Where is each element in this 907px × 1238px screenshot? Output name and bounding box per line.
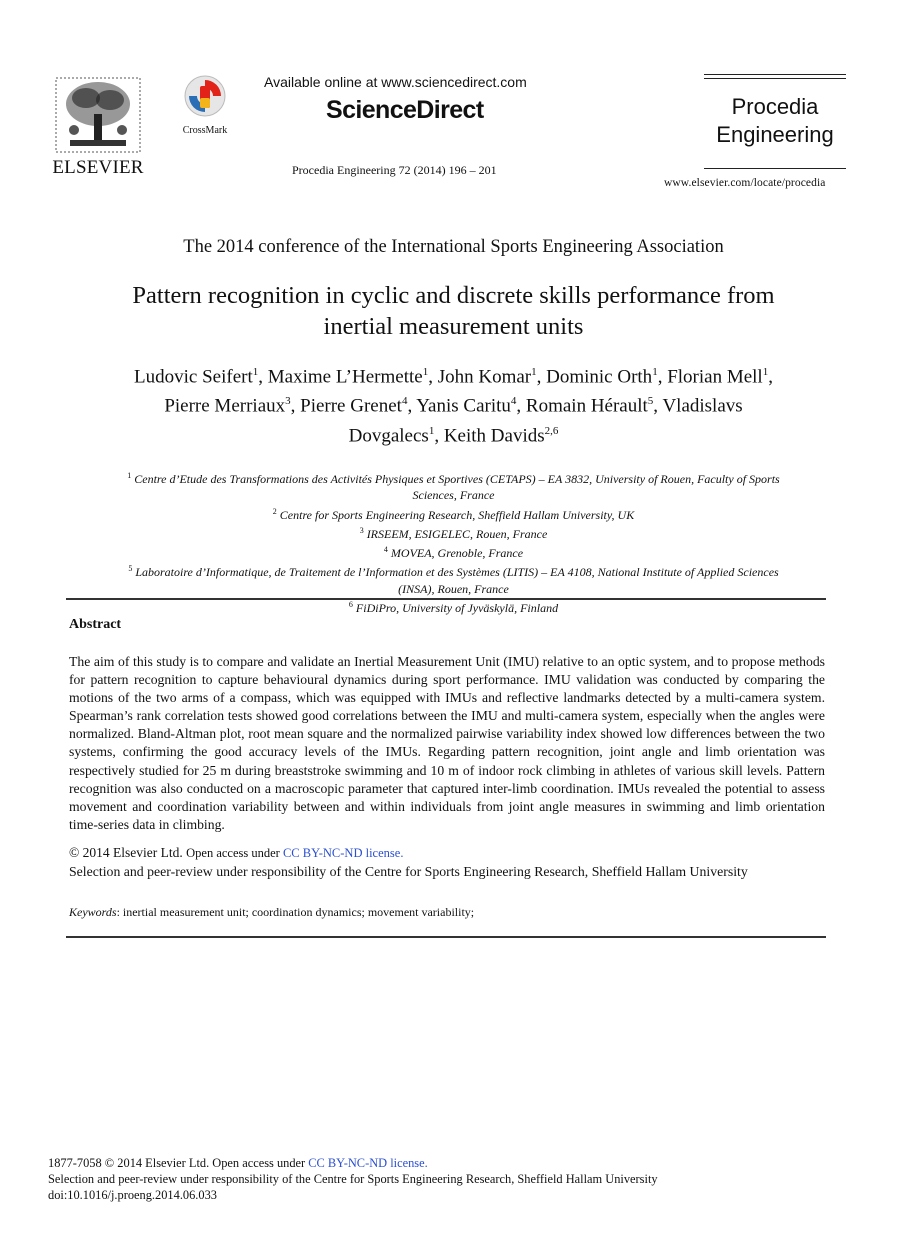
author-name: , Dominic Orth bbox=[536, 366, 653, 388]
affiliation-number: 1 bbox=[127, 471, 132, 480]
divider bbox=[704, 168, 846, 169]
author-name: , Vladislavs bbox=[653, 395, 743, 417]
journal-title bbox=[704, 93, 846, 149]
affiliation-number: 5 bbox=[128, 564, 133, 574]
affiliation-text: Centre d’Etude des Transformations des Activités Physiques et Sportives (CETAPS) – EA 3832, University of Rouen, Faculty of Sports bbox=[131, 472, 780, 486]
author-name: , John Komar bbox=[428, 366, 532, 388]
author-name: , Keith Davids bbox=[434, 424, 545, 446]
author-line bbox=[40, 389, 867, 418]
author-affiliation-mark: 1 bbox=[652, 366, 658, 378]
author-affiliation-mark: 1 bbox=[252, 366, 259, 378]
footer-doi[interactable]: doi:10.1016/j.proeng.2014.06.033 bbox=[48, 1188, 217, 1202]
conference-name: The 2014 conference of the International Sports Engineering Association bbox=[183, 237, 724, 257]
affiliation-line bbox=[40, 561, 867, 580]
footer-issn-text: 1877-7058 © 2014 Elsevier Ltd. Open access under bbox=[48, 1156, 309, 1170]
author-affiliation-mark: 4 bbox=[510, 395, 517, 408]
journal-masthead bbox=[704, 74, 846, 149]
journal-title-line1: Procedia bbox=[731, 94, 819, 119]
keywords-text: : inertial measurement unit; coordination dynamics; movement variability; bbox=[116, 905, 475, 919]
paper-title-line1: Pattern recognition in cyclic and discrete skills performance from bbox=[132, 282, 775, 309]
author-line bbox=[40, 360, 867, 389]
affiliation-line bbox=[40, 523, 867, 542]
paper-title-line2: inertial measurement units bbox=[323, 313, 584, 340]
footer-issn bbox=[48, 1156, 428, 1171]
footer-review: Selection and peer-review under responsibility of the Centre for Sports Engineering Research, Sheffield Hallam University bbox=[48, 1172, 658, 1186]
keywords-label: Keywords bbox=[69, 905, 117, 919]
license-link[interactable]: CC BY-NC-ND license. bbox=[282, 846, 404, 860]
author-affiliation-mark: 1 bbox=[422, 366, 429, 378]
author-line bbox=[40, 419, 867, 448]
crossmark-icon bbox=[183, 74, 227, 118]
crossmark-label: CrossMark bbox=[182, 125, 228, 136]
divider bbox=[66, 598, 826, 600]
affiliation-line: (INSA), Rouen, France bbox=[398, 581, 509, 596]
author-affiliation-mark: 1 bbox=[531, 366, 537, 378]
affiliation-text: Centre for Sports Engineering Research, Sheffield Hallam University, UK bbox=[276, 507, 635, 522]
author-separator: , bbox=[768, 366, 773, 388]
affiliation-text: FiDiPro, University of Jyväskylä, Finland bbox=[352, 601, 559, 616]
author-affiliation-mark: 5 bbox=[647, 395, 654, 408]
sciencedirect-logo: ScienceDirect bbox=[326, 96, 484, 124]
paper-title bbox=[40, 280, 867, 342]
peer-review-statement: Selection and peer-review under responsibility of the Centre for Sports Engineering Research, Sheffield Hallam University bbox=[69, 864, 748, 879]
journal-url[interactable]: www.elsevier.com/locate/procedia bbox=[664, 177, 826, 189]
affiliation-line: Sciences, France bbox=[412, 488, 495, 503]
available-online: Available online at www.sciencedirect.com bbox=[264, 74, 527, 90]
author-name: , Pierre Grenet bbox=[290, 395, 402, 417]
divider bbox=[704, 74, 846, 75]
author-affiliation-mark: 2,6 bbox=[544, 424, 559, 437]
author-name: , Yanis Caritu bbox=[407, 395, 511, 417]
author-name: Pierre Merriaux bbox=[164, 395, 286, 417]
author-name: , Maxime L’Hermette bbox=[258, 366, 423, 388]
affiliation-number: 3 bbox=[359, 525, 364, 535]
affiliation-line bbox=[40, 542, 867, 561]
affiliation-line bbox=[40, 504, 867, 523]
affiliation-line bbox=[40, 468, 867, 487]
open-access-text: Open access under bbox=[186, 846, 283, 860]
footer-license-link[interactable]: CC BY-NC-ND license. bbox=[308, 1156, 428, 1170]
author-name: , Romain Hérault bbox=[516, 395, 648, 417]
affiliation-text: MOVEA, Grenoble, France bbox=[387, 546, 524, 561]
crossmark-badge[interactable] bbox=[176, 74, 234, 136]
affiliation-number: 2 bbox=[272, 506, 277, 516]
publisher-name: ELSEVIER bbox=[52, 157, 144, 178]
affiliation-number: 4 bbox=[383, 545, 388, 555]
journal-title-line2: Engineering bbox=[716, 122, 834, 147]
author-name: Dovgalecs bbox=[348, 424, 429, 446]
divider bbox=[704, 78, 846, 79]
author-affiliation-mark: 3 bbox=[285, 395, 291, 408]
abstract-heading: Abstract bbox=[69, 617, 122, 632]
copyright-line bbox=[69, 845, 403, 861]
author-list bbox=[40, 360, 867, 448]
author-affiliation-mark: 1 bbox=[762, 366, 769, 378]
author-affiliation-mark: 1 bbox=[428, 424, 435, 437]
journal-citation: Procedia Engineering 72 (2014) 196 – 201 bbox=[292, 163, 497, 177]
author-name: , Florian Mell bbox=[657, 366, 763, 388]
affiliation-number: 6 bbox=[348, 600, 353, 610]
affiliation-text: Laboratoire d’Informatique, de Traitement de l’Information et des Systèmes (LITIS) – EA 4108, National Institute of Applied Sciences bbox=[132, 565, 779, 580]
abstract-body: The aim of this study is to compare and validate an Inertial Measurement Unit (IMU) relative to an optic system, and to propose methods for pattern recognition to capture behavioural dynamics during sport performance. IMU validation was conducted by comparing the motions of the two arms of a compass, which was equipped with IMUs and reflective landmarks detected by a multi-camera system. Spearman’s rank correlation tests showed good correlations between the IMU and multi-camera system, especially when the angles were normalized. Bland-Altman plot, root mean square and the normalized pairwise variability index showed low differences between the two systems, confirming the good accuracy levels of the IMUs. Regarding pattern recognition, joint angle and limb orientation was respectively studied for 25 m during breaststroke swimming and 10 m of indoor rock climbing in athletes of various skill levels. Pattern recognition was also conducted on a macroscopic parameter that captured inter-limb coordination. IMUs revealed the potential to assess movement and coordination variability between and within individuals from joint angle measures in swimming and limb orientation time-series data in climbing. bbox=[69, 654, 825, 832]
author-affiliation-mark: 4 bbox=[401, 395, 408, 408]
affiliation-list bbox=[40, 468, 867, 616]
author-name: Ludovic Seifert bbox=[134, 366, 253, 388]
keywords bbox=[69, 905, 474, 920]
divider bbox=[66, 936, 826, 938]
affiliation-text: IRSEEM, ESIGELEC, Rouen, France bbox=[363, 526, 548, 541]
copyright-text: © 2014 Elsevier Ltd. bbox=[69, 845, 187, 860]
affiliation-line bbox=[40, 597, 867, 616]
